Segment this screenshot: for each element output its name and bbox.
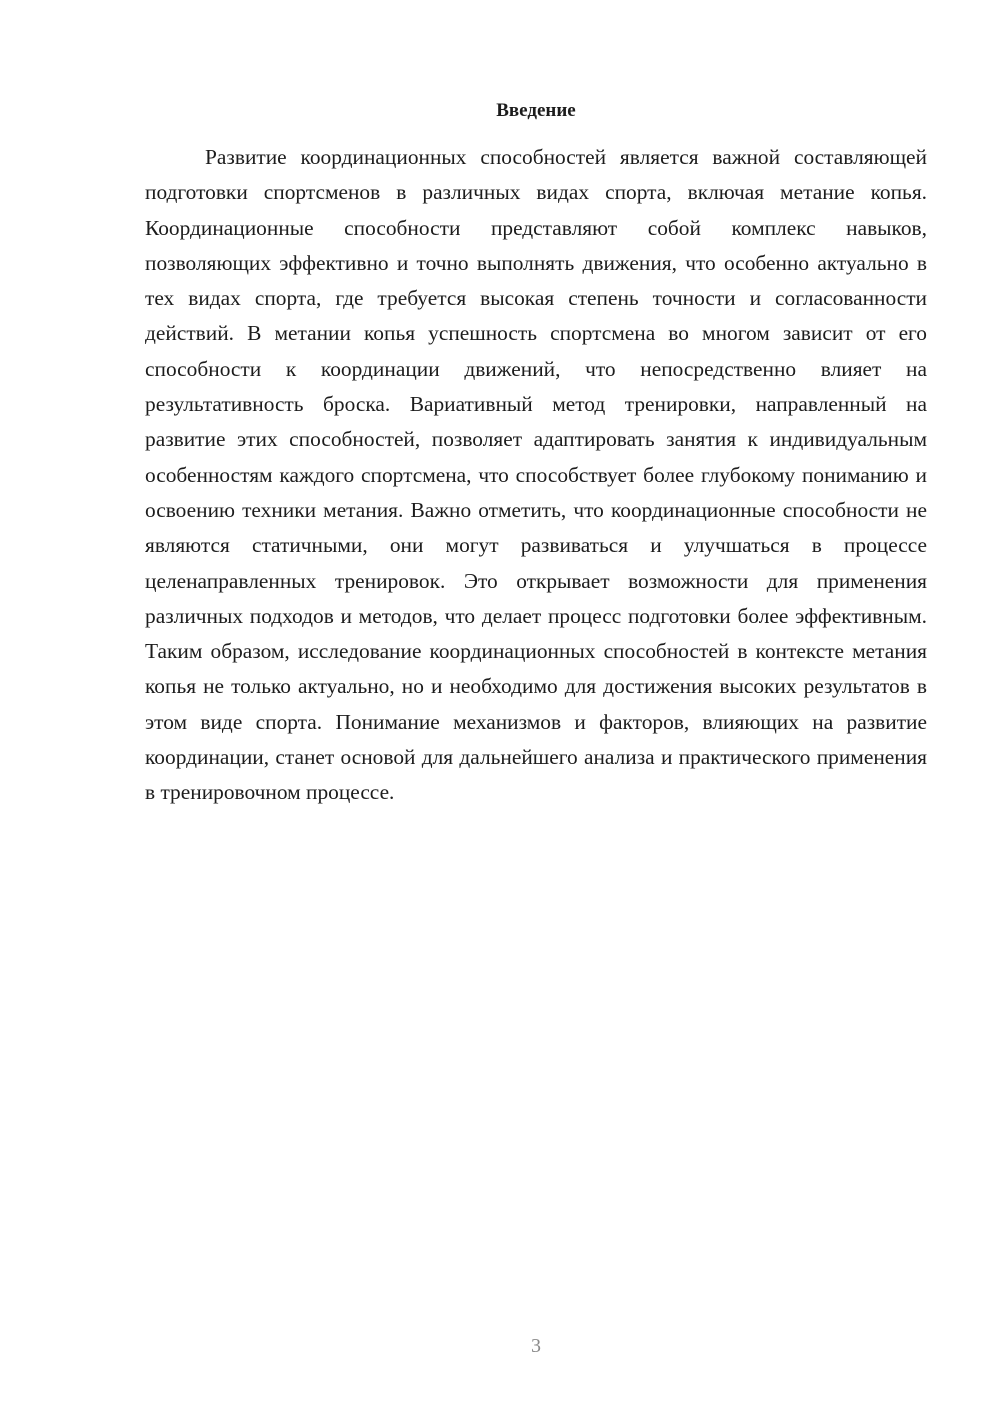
- section-heading-text: Введение: [496, 100, 576, 121]
- page-number: 3: [531, 1335, 541, 1357]
- section-heading: [0, 96, 1000, 126]
- body-paragraph: Развитие координационных способностей является важной составляющей подготовки спортсменов в различных видах спорта, включая метание копья. Координационные способности представляют собой комплекс навыков, позволяющих эффективно и точно выполнять движения, что особенно актуально в тех видах спорта, где требуется высокая степень точности и согласованности действий. В метании копья успешность спортсмена во многом зависит от его способности к координации движений, что непосредственно влияет на результативность броска. Вариативный метод тренировки, направленный на развитие этих способностей, позволяет адаптировать занятия к индивидуальным особенностям каждого спортсмена, что способствует более глубокому пониманию и освоению техники метания. Важно отметить, что координационные способности не являются статичными, они могут развиваться и улучшаться в процессе целенаправленных тренировок. Это открывает возможности для применения различных подходов и методов, что делает процесс подготовки более эффективным. Таким образом, исследование координационных способностей в контексте метания копья не только актуально, но и необходимо для достижения высоких результатов в этом виде спорта. Понимание механизмов и факторов, влияющих на развитие координации, станет основой для дальнейшего анализа и практического применения в тренировочном процессе.: [145, 145, 927, 805]
